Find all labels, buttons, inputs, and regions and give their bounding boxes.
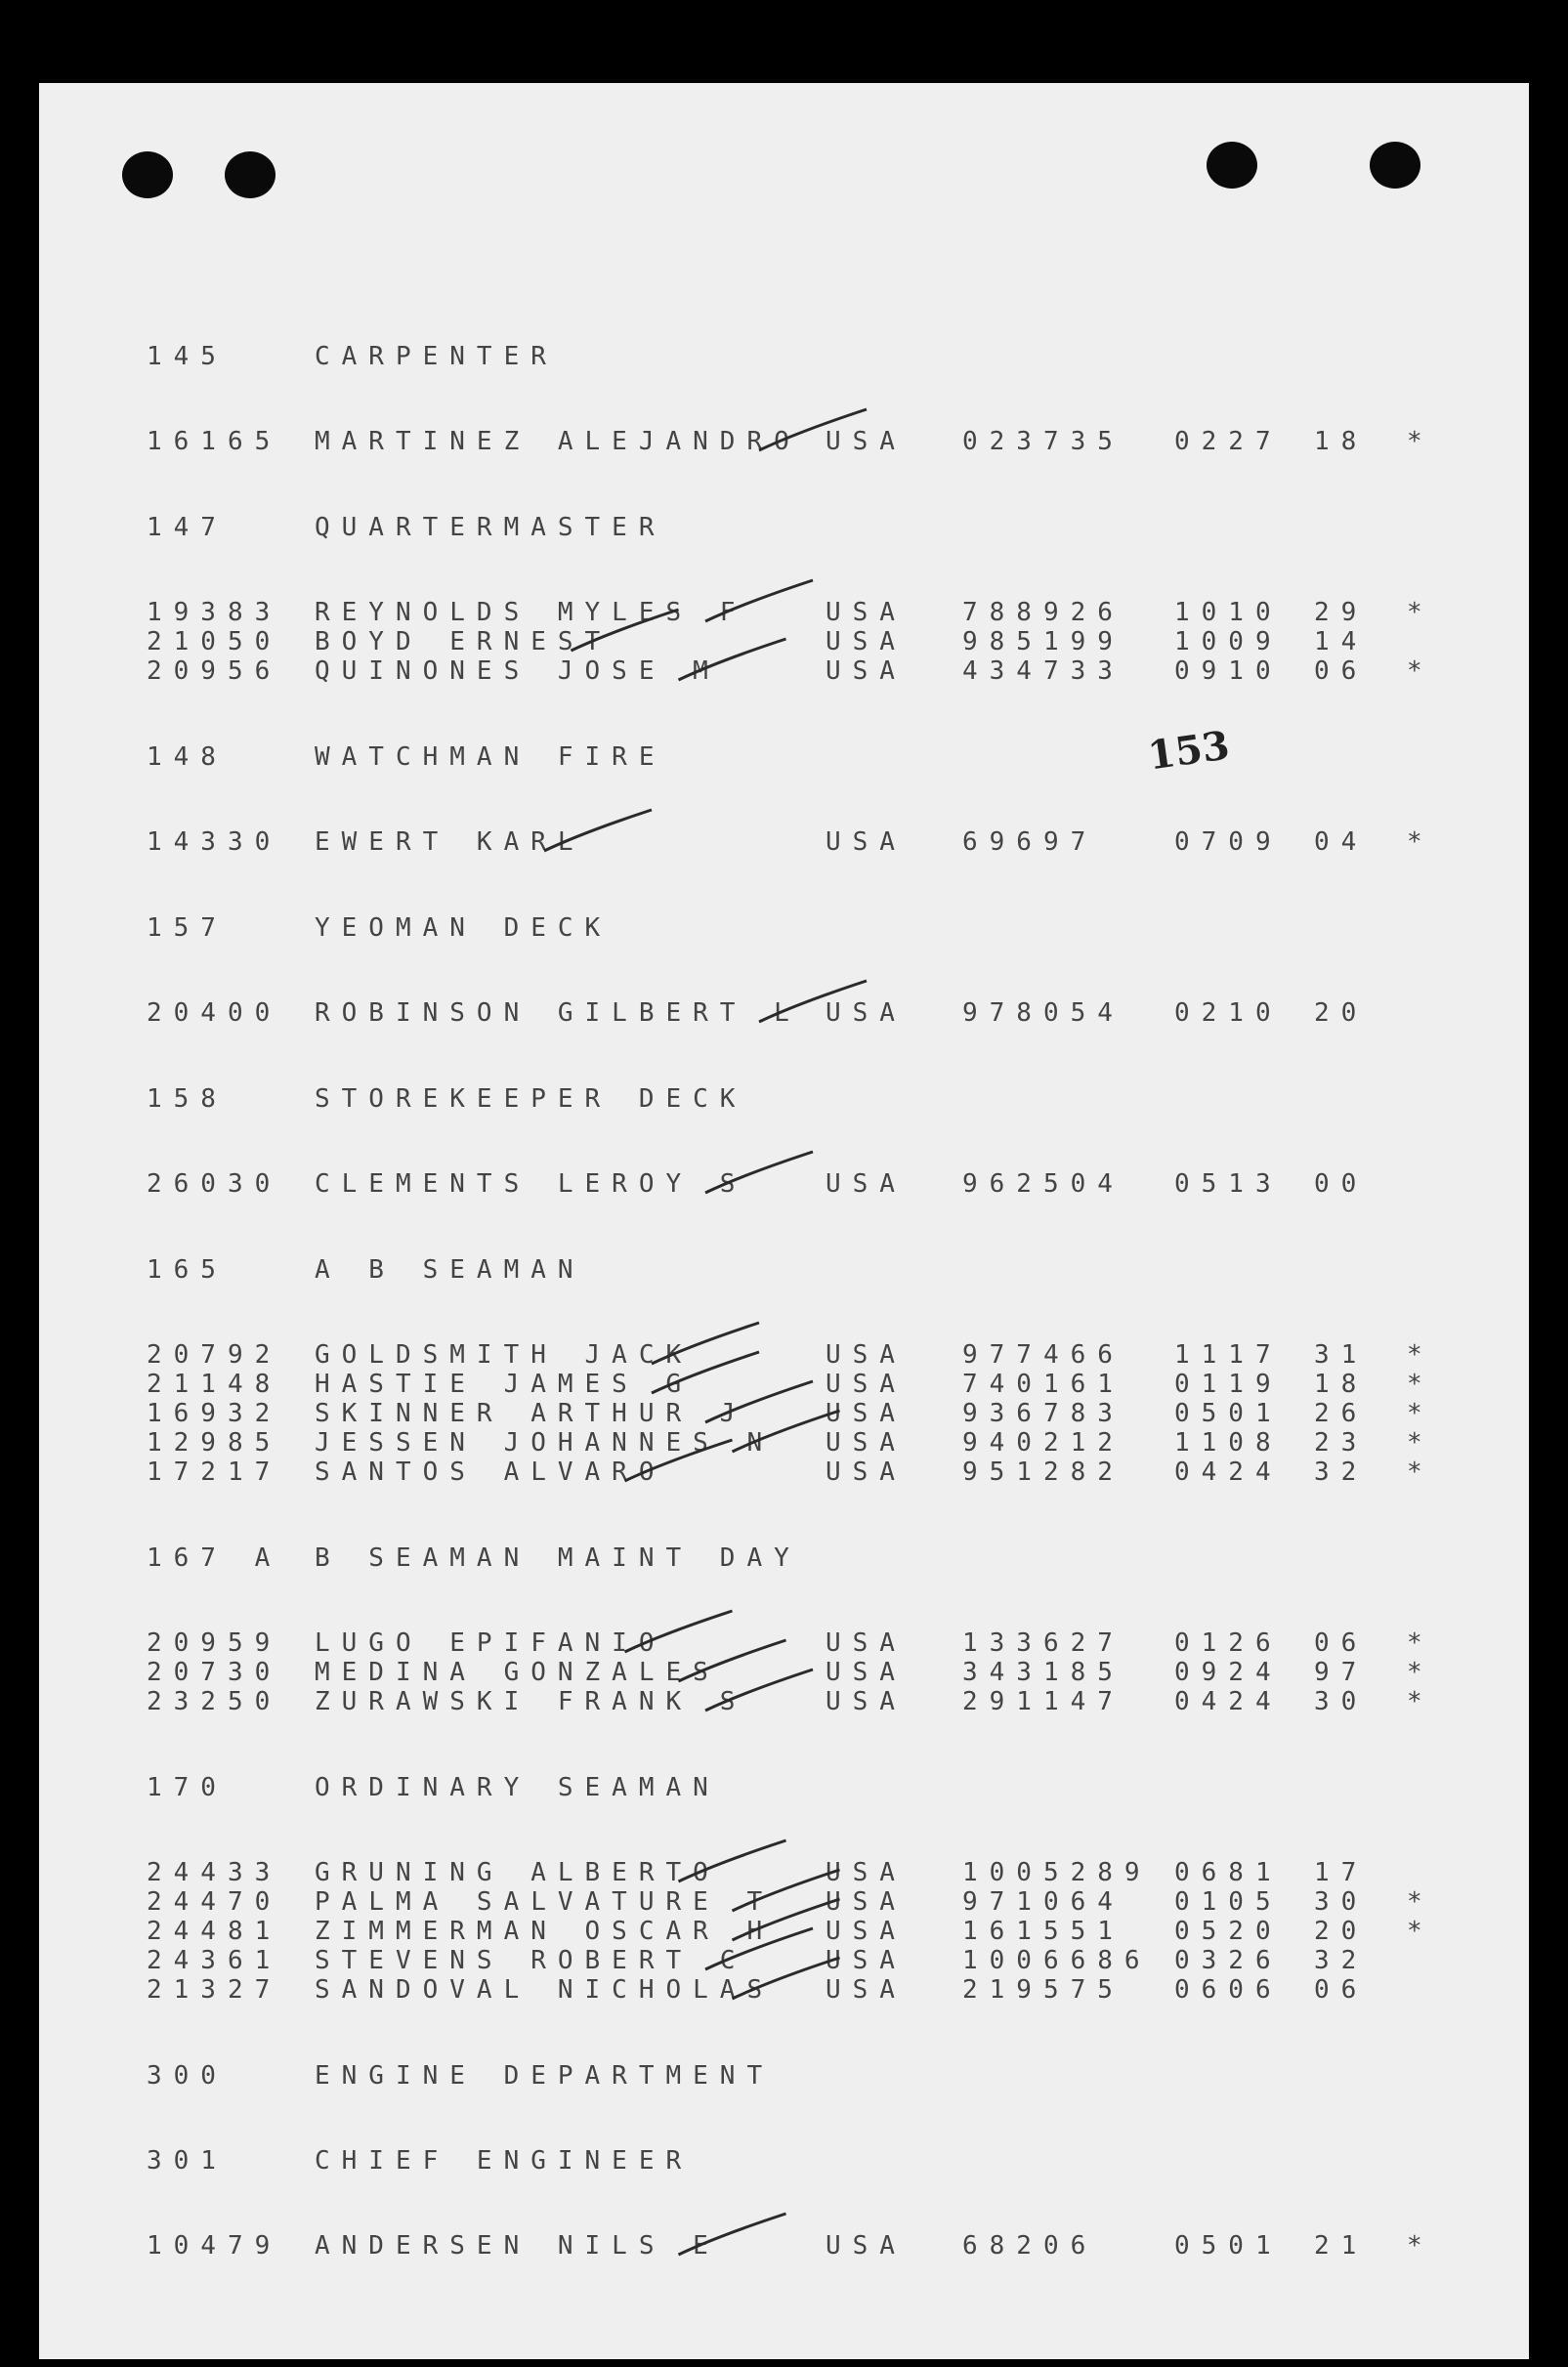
crew-name: MEDINA GONZALES [315,1658,720,1687]
crew-nationality: USA [826,1628,907,1658]
crew-nationality: USA [826,1687,907,1716]
crew-date: 0326 [1174,1946,1283,1975]
crew-number: 788926 [962,598,1124,627]
crew-age: 20 [1314,1917,1369,1946]
crew-age: 32 [1314,1458,1369,1487]
crew-mark: * [1407,427,1434,456]
section-title: B SEAMAN MAINT DAY [315,1543,801,1573]
section-title: ORDINARY SEAMAN [315,1773,720,1802]
crew-age: 06 [1314,656,1369,686]
section-title: QUARTERMASTER [315,513,666,542]
crew-id: 24361 [147,1946,282,1975]
checkmark [705,1152,813,1193]
crew-id: 24481 [147,1917,282,1946]
crew-nationality: USA [826,427,907,456]
crew-number: 023735 [962,427,1124,456]
section-code: 301 [147,2146,228,2176]
crew-mark: * [1407,1687,1434,1716]
crew-name: BOYD ERNEST [315,627,613,656]
crew-id: 12985 [147,1428,282,1458]
crew-date: 0227 [1174,427,1283,456]
section-title: WATCHMAN FIRE [315,742,666,772]
crew-age: 26 [1314,1399,1369,1428]
crew-name: SANDOVAL NICHOLAS [315,1975,775,2005]
crew-id: 24470 [147,1887,282,1917]
crew-name: HASTIE JAMES G [315,1370,694,1399]
section-title: A B SEAMAN [315,1255,585,1285]
crew-name: CLEMENTS LEROY S [315,1169,747,1199]
crew-date: 0119 [1174,1370,1283,1399]
checkmark [733,1899,840,1940]
crew-name: ANDERSEN NILS E [315,2231,720,2261]
crew-date: 0501 [1174,1399,1283,1428]
crew-name: JESSEN JOHANNES N [315,1428,775,1458]
crew-id: 20400 [147,998,282,1028]
crew-age: 06 [1314,1628,1369,1658]
checkmark [705,580,813,621]
crew-age: 97 [1314,1658,1369,1687]
crew-id: 20956 [147,656,282,686]
crew-id: 20730 [147,1658,282,1687]
checkmark [679,1840,786,1881]
crew-number: 985199 [962,627,1124,656]
crew-nationality: USA [826,998,907,1028]
handwritten-checkmarks [39,83,1529,2359]
crew-mark: * [1407,1399,1434,1428]
crew-nationality: USA [826,627,907,656]
crew-name: LUGO EPIFANIO [315,1628,666,1658]
checkmark [759,409,867,450]
section-code: 157 [147,913,228,943]
crew-nationality: USA [826,1169,907,1199]
crew-number: 962504 [962,1169,1124,1199]
checkmark [759,981,867,1022]
crew-age: 00 [1314,1169,1369,1199]
crew-mark: * [1407,1658,1434,1687]
crew-id: 21148 [147,1370,282,1399]
crew-nationality: USA [826,1975,907,2005]
crew-id: 21327 [147,1975,282,2005]
checkmark [679,1640,786,1681]
crew-id: 16932 [147,1399,282,1428]
crew-date: 1009 [1174,627,1283,656]
crew-age: 20 [1314,998,1369,1028]
crew-date: 0424 [1174,1687,1283,1716]
crew-number: 977466 [962,1340,1124,1370]
crew-mark: * [1407,1340,1434,1370]
checkmark [733,1958,840,1999]
crew-id: 23250 [147,1687,282,1716]
checkmark [625,1440,733,1481]
section-code: 148 [147,742,228,772]
crew-nationality: USA [826,1858,907,1887]
crew-mark: * [1407,1917,1434,1946]
crew-mark: * [1407,656,1434,686]
crew-name: ZURAWSKI FRANK S [315,1687,747,1716]
section-title: CHIEF ENGINEER [315,2146,694,2176]
checkmark [572,610,679,651]
crew-date: 0924 [1174,1658,1283,1687]
crew-date: 0606 [1174,1975,1283,2005]
crew-age: 14 [1314,627,1369,656]
crew-age: 21 [1314,2231,1369,2261]
crew-date: 0513 [1174,1169,1283,1199]
crew-date: 0105 [1174,1887,1283,1917]
section-title: STOREKEEPER DECK [315,1084,747,1114]
crew-id: 20792 [147,1340,282,1370]
crew-mark: * [1407,598,1434,627]
crew-age: 32 [1314,1946,1369,1975]
checkmark [733,1411,840,1452]
crew-age: 31 [1314,1340,1369,1370]
crew-age: 30 [1314,1687,1369,1716]
crew-id: 24433 [147,1858,282,1887]
crew-number: 1006686 [962,1946,1152,1975]
crew-mark: * [1407,1887,1434,1917]
crew-date: 0424 [1174,1458,1283,1487]
crew-age: 29 [1314,598,1369,627]
checkmark [625,1611,733,1652]
crew-age: 04 [1314,827,1369,857]
section-code: 147 [147,513,228,542]
crew-number: 69697 [962,827,1098,857]
section-title: ENGINE DEPARTMENT [315,2061,775,2091]
checkmark [652,1352,759,1393]
crew-mark: * [1407,1428,1434,1458]
crew-date: 0709 [1174,827,1283,857]
crew-number: 133627 [962,1628,1124,1658]
crew-number: 161551 [962,1917,1124,1946]
checkmark [544,810,652,851]
crew-id: 14330 [147,827,282,857]
crew-date: 0681 [1174,1858,1283,1887]
crew-number: 936783 [962,1399,1124,1428]
crew-mark: * [1407,827,1434,857]
section-title: YEOMAN DECK [315,913,613,943]
crew-date: 0501 [1174,2231,1283,2261]
crew-number: 971064 [962,1887,1124,1917]
crew-nationality: USA [826,1458,907,1487]
crew-name: SKINNER ARTHUR J [315,1399,747,1428]
crew-number: 291147 [962,1687,1124,1716]
crew-date: 0210 [1174,998,1283,1028]
crew-age: 06 [1314,1975,1369,2005]
crew-nationality: USA [826,1428,907,1458]
crew-mark: * [1407,1628,1434,1658]
crew-nationality: USA [826,1370,907,1399]
crew-id: 17217 [147,1458,282,1487]
crew-number: 740161 [962,1370,1124,1399]
crew-number: 978054 [962,998,1124,1028]
crew-id: 19383 [147,598,282,627]
crew-nationality: USA [826,1399,907,1428]
handwritten-page-number: 153 [1145,722,1233,780]
crew-date: 0520 [1174,1917,1283,1946]
crew-id: 16165 [147,427,282,456]
crew-nationality: USA [826,1946,907,1975]
crew-mark: * [1407,1370,1434,1399]
crew-name: MARTINEZ ALEJANDRO [315,427,801,456]
checkmark [679,2214,786,2255]
crew-id: 26030 [147,1169,282,1199]
section-code: 165 [147,1255,228,1285]
crew-number: 951282 [962,1458,1124,1487]
crew-age: 17 [1314,1858,1369,1887]
crew-name: REYNOLDS MYLES F [315,598,747,627]
crew-name: SANTOS ALVARO [315,1458,666,1487]
section-code: 300 [147,2061,228,2091]
crew-mark: * [1407,2231,1434,2261]
section-code: 145 [147,342,228,371]
crew-age: 30 [1314,1887,1369,1917]
crew-nationality: USA [826,2231,907,2261]
crew-mark: * [1407,1458,1434,1487]
section-code: 167 A [147,1543,282,1573]
crew-date: 1108 [1174,1428,1283,1458]
crew-date: 1117 [1174,1340,1283,1370]
crew-nationality: USA [826,827,907,857]
crew-name: GRUNING ALBERTO [315,1858,720,1887]
section-code: 158 [147,1084,228,1114]
checkmark [705,1670,813,1711]
crew-age: 18 [1314,427,1369,456]
crew-number: 68206 [962,2231,1098,2261]
crew-nationality: USA [826,598,907,627]
crew-date: 0126 [1174,1628,1283,1658]
crew-name: GOLDSMITH JACK [315,1340,694,1370]
section-title: CARPENTER [315,342,558,371]
crew-number: 940212 [962,1428,1124,1458]
checkmark [679,639,786,680]
crew-nationality: USA [826,656,907,686]
section-code: 170 [147,1773,228,1802]
checkmark [705,1381,813,1422]
crew-date: 0910 [1174,656,1283,686]
checkmark [705,1928,813,1969]
document-page [39,83,1529,2359]
crew-name: EWERT KARL [315,827,585,857]
crew-id: 10479 [147,2231,282,2261]
crew-number: 343185 [962,1658,1124,1687]
crew-name: ROBINSON GILBERT L [315,998,801,1028]
crew-nationality: USA [826,1917,907,1946]
crew-name: STEVENS ROBERT C [315,1946,747,1975]
crew-date: 1010 [1174,598,1283,627]
crew-name: PALMA SALVATURE T [315,1887,775,1917]
crew-name: ZIMMERMAN OSCAR H [315,1917,775,1946]
crew-id: 20959 [147,1628,282,1658]
crew-number: 219575 [962,1975,1124,2005]
crew-nationality: USA [826,1887,907,1917]
crew-id: 21050 [147,627,282,656]
crew-nationality: USA [826,1340,907,1370]
crew-age: 18 [1314,1370,1369,1399]
crew-age: 23 [1314,1428,1369,1458]
crew-nationality: USA [826,1658,907,1687]
crew-number: 434733 [962,656,1124,686]
crew-name: QUINONES JOSE M [315,656,720,686]
crew-number: 1005289 [962,1858,1152,1887]
